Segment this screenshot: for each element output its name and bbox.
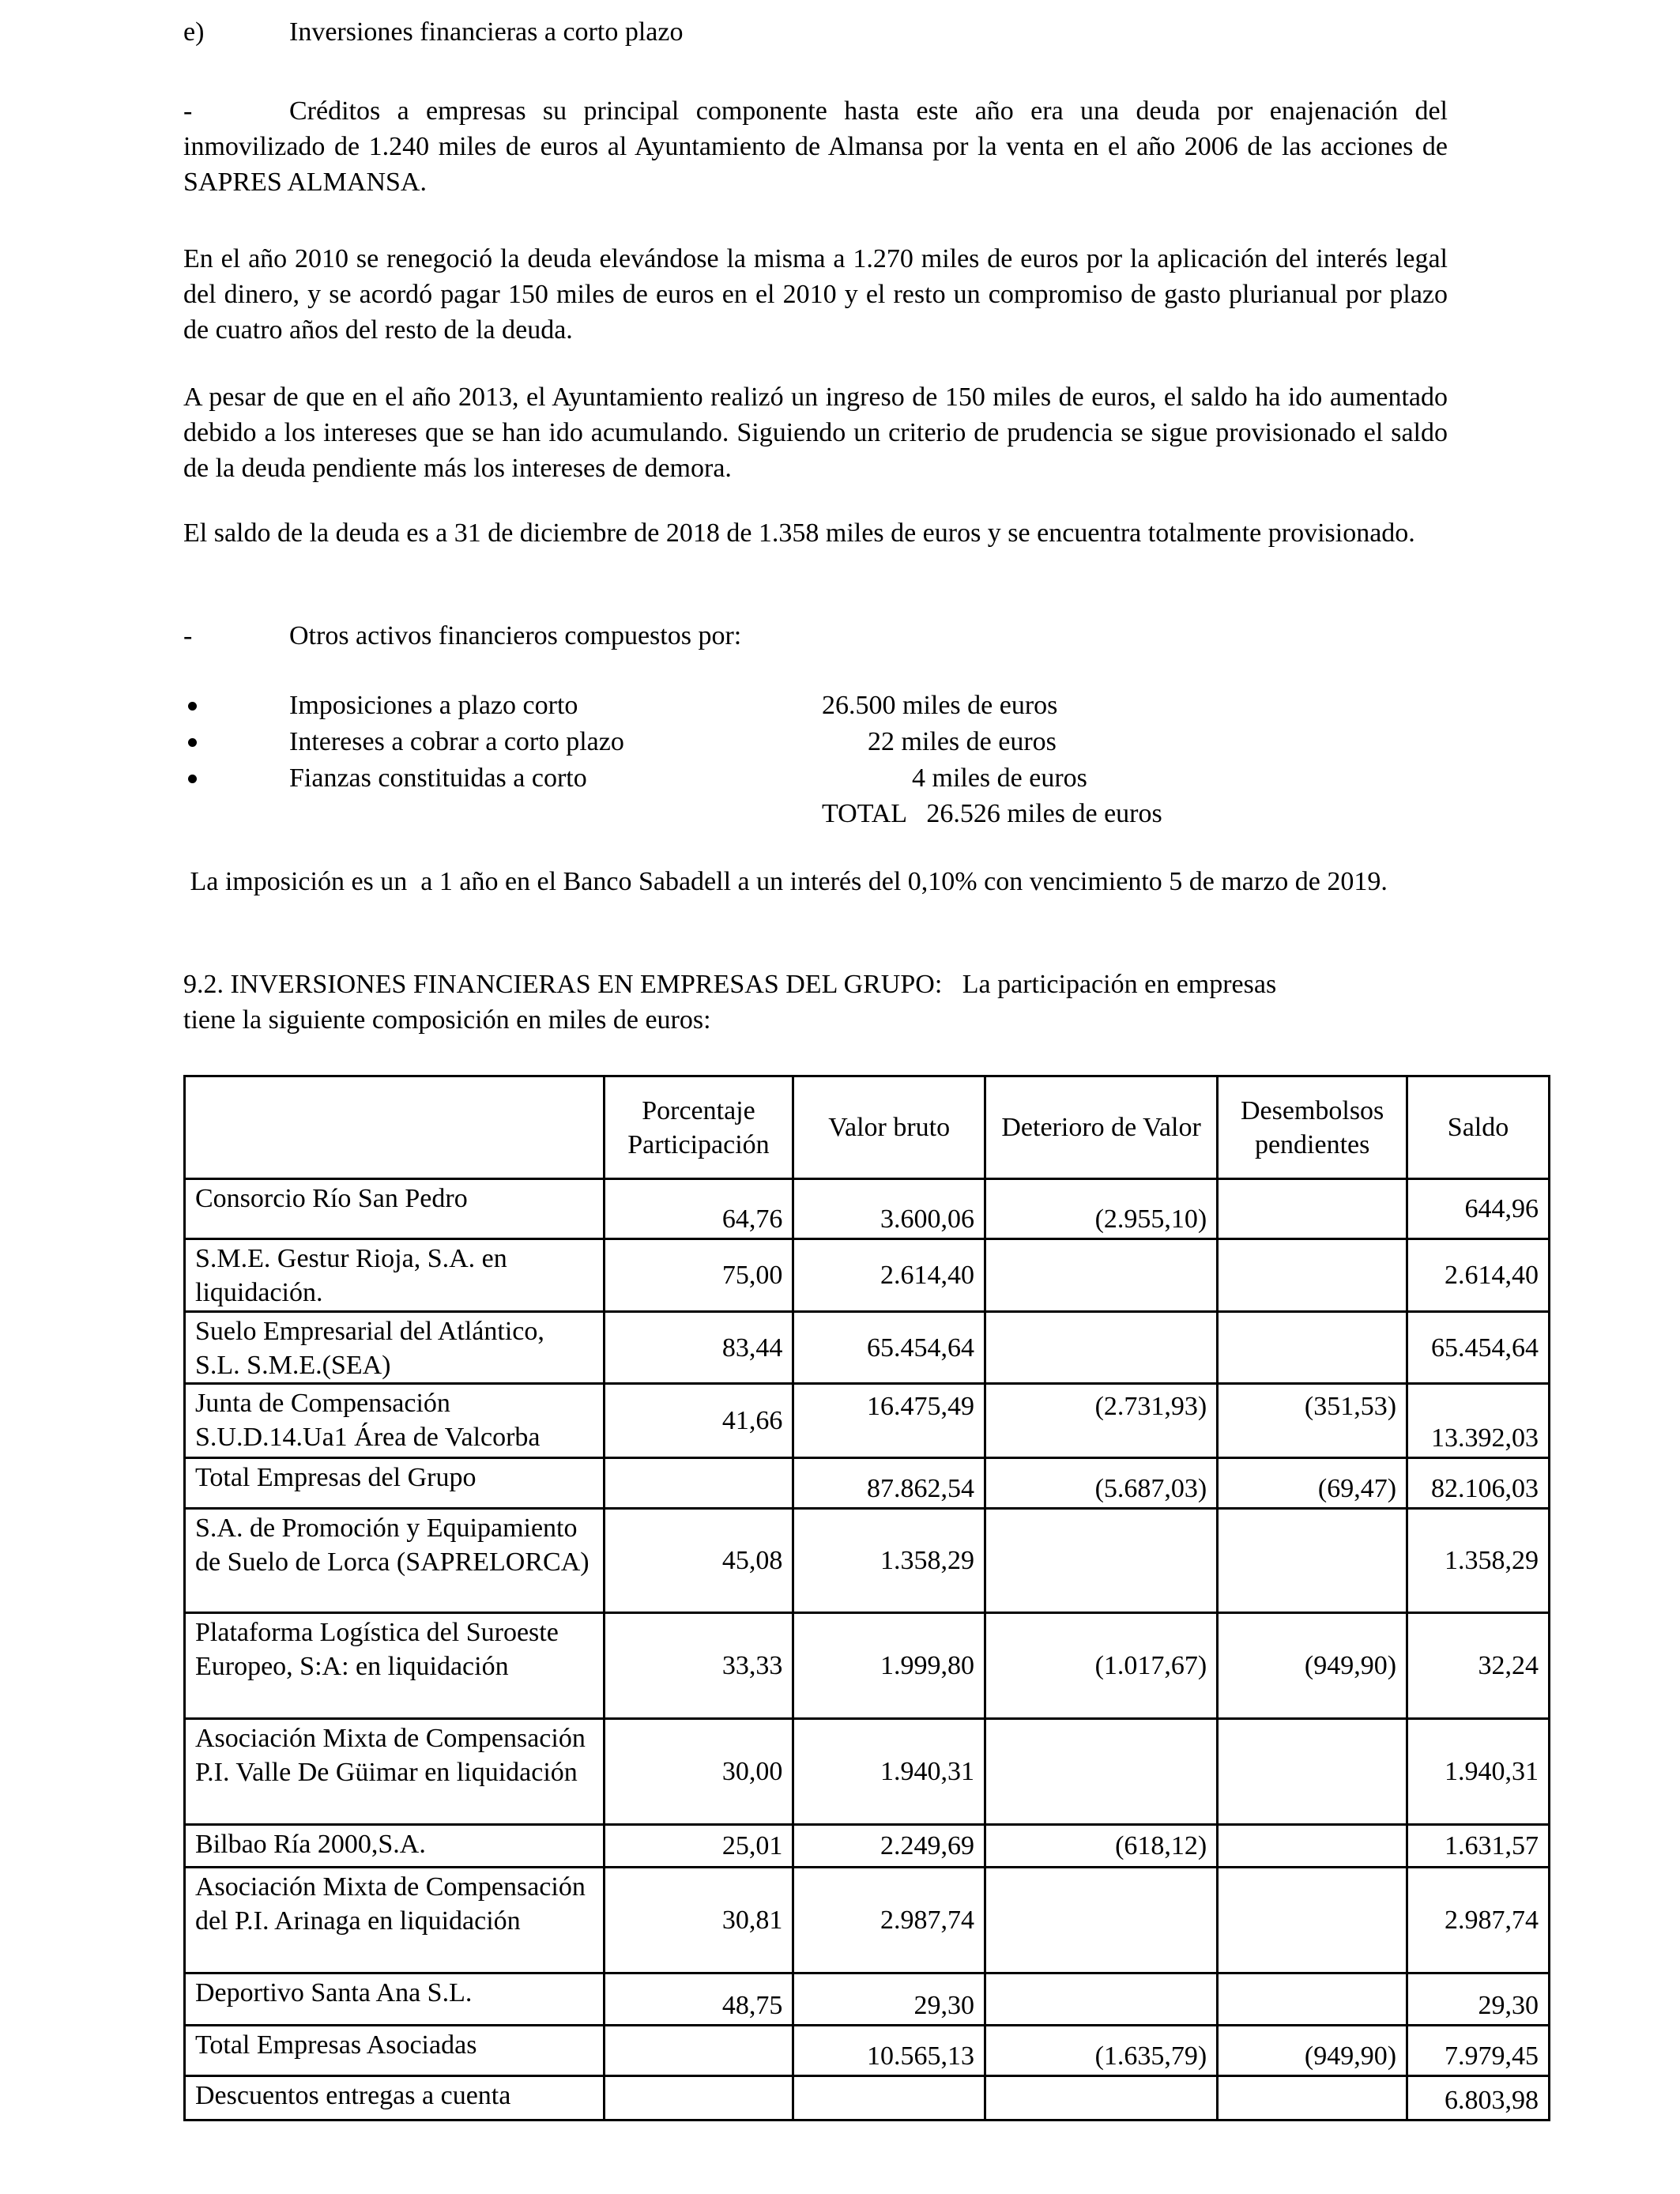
table-row [185,1384,1550,1458]
empresa-cell: Consorcio Río San Pedro [185,1179,605,1239]
deterioro-cell [985,1973,1217,2026]
empresa-cell: Asociación Mixta de Compensación del P.I. Arinaga en liquidación [185,1868,605,1973]
deterioro-cell: (2.731,93) [985,1384,1217,1458]
desembolsos-cell: (69,47) [1218,1458,1407,1509]
empresa-cell: S.A. de Promoción y Equipamiento de Suelo de Lorca (SAPRELORCA) [185,1509,605,1613]
column-header-empresa [185,1076,605,1179]
deterioro-cell: (5.687,03) [985,1458,1217,1509]
empresa-cell: Deportivo Santa Ana S.L. [185,1973,605,2026]
porcentaje-cell: 25,01 [604,1825,793,1868]
section-title: Inversiones financieras a corto plazo [289,17,684,47]
column-header-deterioro: Deterioro de Valor [985,1076,1217,1179]
column-header-desembolsos: Desembolsos pendientes [1218,1076,1407,1179]
empresa-cell: Asociación Mixta de Compensación P.I. Valle De Güimar en liquidación [185,1719,605,1825]
table-body [185,1179,1550,2120]
valor-bruto-cell: 3.600,06 [793,1179,985,1239]
porcentaje-cell: 41,66 [604,1384,793,1458]
empresa-cell: Junta de Compensación S.U.D.14.Ua1 Área de Valcorba [185,1384,605,1458]
otros-item-amount: 4 miles de euros [912,763,1087,793]
desembolsos-cell [1218,1179,1407,1239]
table-header-row [185,1076,1550,1179]
valor-bruto-cell: 65.454,64 [793,1312,985,1384]
otros-total: TOTAL 26.526 miles de euros [822,799,1162,828]
deterioro-cell: (1.017,67) [985,1613,1217,1719]
otros-item-label: Imposiciones a plazo corto [289,691,578,720]
saldo-cell: 13.392,03 [1407,1384,1550,1458]
dash-marker: - [183,621,193,650]
table-row [185,1613,1550,1719]
valor-bruto-cell: 1.358,29 [793,1509,985,1613]
bullet-icon [188,702,197,711]
deterioro-cell [985,1312,1217,1384]
deterioro-cell: (618,12) [985,1825,1217,1868]
valor-bruto-cell: 16.475,49 [793,1384,985,1458]
saldo-cell: 29,30 [1407,1973,1550,2026]
deterioro-cell: (1.635,79) [985,2026,1217,2076]
bullet-icon [188,775,197,783]
deterioro-cell [985,1509,1217,1613]
participaciones-table [183,1075,1550,2121]
empresa-cell: Suelo Empresarial del Atlántico, S.L. S.M.E.(SEA) [185,1312,605,1384]
saldo-cell: 644,96 [1407,1179,1550,1239]
desembolsos-cell [1218,1509,1407,1613]
saldo-cell: 2.614,40 [1407,1239,1550,1312]
porcentaje-cell: 30,81 [604,1868,793,1973]
valor-bruto-cell: 1.940,31 [793,1719,985,1825]
table-row [185,2026,1550,2076]
empresa-cell: Total Empresas Asociadas [185,2026,605,2076]
saldo-cell: 7.979,45 [1407,2026,1550,2076]
deterioro-cell [985,1868,1217,1973]
porcentaje-cell [604,1458,793,1509]
porcentaje-cell: 30,00 [604,1719,793,1825]
otros-intro: Otros activos financieros compuestos por: [289,621,742,650]
creditos-first-line: Créditos a empresas su principal componente hasta este año era una deuda por enajenación del [289,96,1448,126]
valor-bruto-cell: 10.565,13 [793,2026,985,2076]
desembolsos-cell [1218,1312,1407,1384]
saldo-cell: 2.987,74 [1407,1868,1550,1973]
porcentaje-cell [604,2026,793,2076]
creditos-rest: inmovilizado de 1.240 miles de euros al Ayuntamiento de Almansa por la venta en el año 2006 de las acciones de SAPRES ALMANSA. [183,132,1448,197]
paragraph-saldo: El saldo de la deuda es a 31 de diciembre de 2018 de 1.358 miles de euros y se encuentra totalmente provisionado. [183,518,1415,548]
saldo-cell: 1.358,29 [1407,1509,1550,1613]
column-header-valor-bruto: Valor bruto [793,1076,985,1179]
deterioro-cell [985,2076,1217,2120]
desembolsos-cell: (351,53) [1218,1384,1407,1458]
otros-item-label: Fianzas constituidas a corto [289,763,587,793]
valor-bruto-cell: 87.862,54 [793,1458,985,1509]
deterioro-cell [985,1719,1217,1825]
otros-item-amount: 22 miles de euros [868,727,1057,756]
section-92-subheading: tiene la siguiente composición en miles de euros: [183,1005,711,1035]
porcentaje-cell: 75,00 [604,1239,793,1312]
column-header-saldo: Saldo [1407,1076,1550,1179]
deterioro-cell [985,1239,1217,1312]
porcentaje-cell [604,2076,793,2120]
valor-bruto-cell: 2.249,69 [793,1825,985,1868]
table-row [185,1868,1550,1973]
desembolsos-cell: (949,90) [1218,2026,1407,2076]
table-row [185,1973,1550,2026]
porcentaje-cell: 83,44 [604,1312,793,1384]
bullet-icon [188,738,197,747]
porcentaje-cell: 64,76 [604,1179,793,1239]
saldo-cell: 6.803,98 [1407,2076,1550,2120]
table-row [185,1239,1550,1312]
table-row [185,1179,1550,1239]
paragraph-ingreso: A pesar de que en el año 2013, el Ayuntamiento realizó un ingreso de 150 miles de euros, el saldo ha ido aumentado debido a los intereses que se han ido acumulando. Siguiendo un criterio de prudencia se sigue provisionado el saldo de la deuda pendiente más los intereses de demora. [183,383,1448,483]
table-row [185,1719,1550,1825]
otros-item-label: Intereses a cobrar a corto plazo [289,727,624,756]
section-marker: e) [183,17,205,47]
desembolsos-cell [1218,1239,1407,1312]
saldo-cell: 1.631,57 [1407,1825,1550,1868]
porcentaje-cell: 45,08 [604,1509,793,1613]
table-row [185,1312,1550,1384]
table-row [185,1509,1550,1613]
table-row [185,1825,1550,1868]
table-row [185,2076,1550,2120]
empresa-cell: Total Empresas del Grupo [185,1458,605,1509]
empresa-cell: Descuentos entregas a cuenta [185,2076,605,2120]
desembolsos-cell [1218,1973,1407,2026]
valor-bruto-cell: 2.614,40 [793,1239,985,1312]
dash-marker: - [183,96,193,126]
porcentaje-cell: 48,75 [604,1973,793,2026]
saldo-cell: 32,24 [1407,1613,1550,1719]
desembolsos-cell [1218,1868,1407,1973]
valor-bruto-cell: 2.987,74 [793,1868,985,1973]
desembolsos-cell [1218,2076,1407,2120]
saldo-cell: 65.454,64 [1407,1312,1550,1384]
saldo-cell: 82.106,03 [1407,1458,1550,1509]
section-92-heading: 9.2. INVERSIONES FINANCIERAS EN EMPRESAS DEL GRUPO: La participación en empresas [183,970,1277,999]
desembolsos-cell: (949,90) [1218,1613,1407,1719]
paragraph-renegociacion: En el año 2010 se renegoció la deuda elevándose la misma a 1.270 miles de euros por la aplicación del interés legal del dinero, y se acordó pagar 150 miles de euros en el 2010 y el resto un compromiso de gasto plurianual por plazo de cuatro años del resto de la deuda. [183,244,1448,345]
porcentaje-cell: 33,33 [604,1613,793,1719]
imposicion-note: La imposición es un a 1 año en el Banco Sabadell a un interés del 0,10% con vencimiento 5 de marzo de 2019. [183,867,1388,896]
desembolsos-cell [1218,1719,1407,1825]
column-header-porcentaje: Porcentaje Participación [604,1076,793,1179]
desembolsos-cell [1218,1825,1407,1868]
empresa-cell: S.M.E. Gestur Rioja, S.A. en liquidación. [185,1239,605,1312]
valor-bruto-cell: 1.999,80 [793,1613,985,1719]
table-row [185,1458,1550,1509]
empresa-cell: Plataforma Logística del Suroeste Europeo, S:A: en liquidación [185,1613,605,1719]
valor-bruto-cell: 29,30 [793,1973,985,2026]
saldo-cell: 1.940,31 [1407,1719,1550,1825]
valor-bruto-cell [793,2076,985,2120]
deterioro-cell: (2.955,10) [985,1179,1217,1239]
empresa-cell: Bilbao Ría 2000,S.A. [185,1825,605,1868]
otros-item-amount: 26.500 miles de euros [822,691,1058,720]
